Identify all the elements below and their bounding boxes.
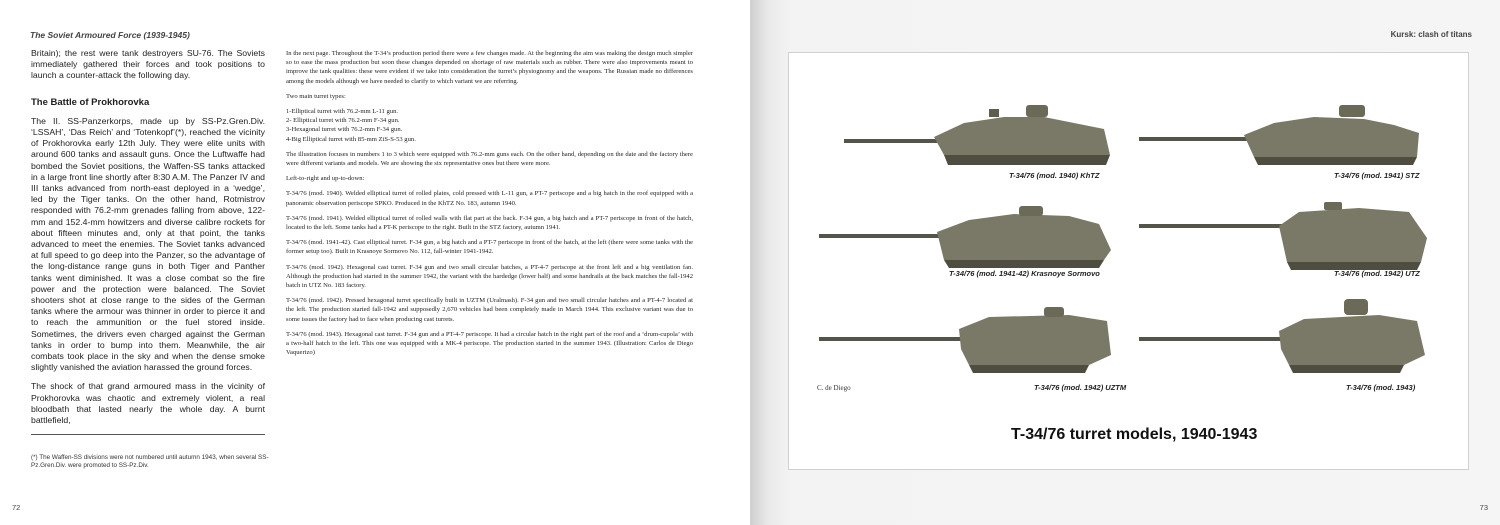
model-description: T-34/76 (mod. 1941-42). Cast elliptical turret. F-34 gun, a big hatch and a PT-7 periscope in front of the hatch, at the left (there were some tanks with the former setup too). Built in Krasnoye Sormovo No. 112, fall-winter 1941-1942.: [286, 239, 693, 256]
turret-illustration-mod1940: [844, 93, 1124, 175]
list-item: 3-Hexagonal turret with 76.2-mm F-34 gun.: [286, 126, 403, 134]
paragraph: The shock of that grand armoured mass in the vicinity of Prokhorovka was chaotic and extremely violent, a real bloodbath that lasted nearly the whole day. A burnt battlefield,: [31, 381, 265, 426]
turret-caption: T-34/76 (mod. 1943): [1346, 383, 1416, 392]
footnote-divider: [31, 434, 265, 435]
model-description: T-34/76 (mod. 1943). Hexagonal cast turret. F-34 gun and a PT-4-7 periscope. It had a circular hatch in the right part of the roof and a ‘drum-cupola’ with a two-half hatch to the left. This one was equipped with a MK-4 periscope. The production started in the summer 1943. (Illustration: Carlos de Diego Vaquerizo): [286, 330, 693, 357]
turret-caption: T-34/76 (mod. 1941-42) Krasnoye Sormovo: [949, 269, 1100, 278]
page-number: 72: [12, 503, 21, 512]
turret-types-list: [286, 107, 693, 144]
running-head: Kursk: clash of titans: [1390, 30, 1472, 39]
model-description: T-34/76 (mod. 1941). Welded elliptical turret of rolled walls with flat part at the back. F-34 gun, a big hatch and a PT-7 periscope in front of the hatch, located to the left. Some tanks had a PT-K periscope to the right. Built in the STZ factory, autumn 1941.: [286, 214, 693, 232]
turret-illustration-mod1943: [1139, 293, 1429, 379]
main-text-column: [31, 48, 265, 434]
plate-title: T-34/76 turret models, 1940-1943: [1011, 426, 1258, 443]
footnote: (*) The Waffen-SS divisions were not numbered until autumn 1943, when several SS-Pz.Gren.Div. were promoted to SS-Pz.Div.: [31, 454, 269, 469]
paragraph: Britain); the rest were tank destroyers SU-76. The Soviets immediately gathered their forces and took positions to launch a counter-attack the following day.: [31, 48, 265, 81]
turret-caption: T-34/76 (mod. 1941) STZ: [1334, 171, 1420, 180]
model-description: T-34/76 (mod. 1942). Hexagonal cast turret. F-34 gun and two small circular hatches, a PT-4-7 periscope at the front left and a big ventilation fan. Although the production had started in the summer 1942, the variant with the hardedge (lower half) and some handrails at the back matches the fall-1942 batch in UTZ No. 183 factory.: [286, 263, 693, 290]
paragraph: The II. SS-Panzerkorps, made up by SS-Pz.Gren.Div. ‘LSSAH’, ‘Das Reich’ and ‘Totenkopf’(*), reached the vicinity of Prokhorovka early 12th July. They were elite units with around 600 tanks and assault guns. Once the Luftwaffe had bombed the Soviet positions, the Waffen-SS tanks attacked in a large front line shortly after 8:30 A.M. The Panzer IV and III tanks advanced from north-east deployed in a ‘wedge’, led by the Tiger tanks. On the other hand, Rotmistrov responded with 76.2-mm grenades falling from above, 122-mm and 152.4-mm howitzers and diverse calibre rockets for about fifteen minutes and, only at that point, the tanks advanced to meet the enemies. The Soviet tanks advanced at full speed to go deep into the Panzer, so the advantage of the long-distance range guns in both Tiger and Panther tanks went diminished. It was a close combat so the fire power and the protection were balanced. The Soviet shooters shot at close range to the sides of the German tanks where the armour was thinner in order to pierce it and to reach the ammunition or the fuel stored inside. Sometimes, the drivers even charged against the German tanks in order to bump into them. Meanwhile, the air combats took place in the sky and when the dense smoke slightly vanished the aviation harassed the ground forces.: [31, 115, 265, 373]
section-heading: The Battle of Prokhorovka: [31, 96, 150, 108]
turret-caption: T-34/76 (mod. 1940) KhTZ: [1009, 171, 1100, 180]
illustration-notes-column: [286, 49, 693, 363]
list-item: 2- Elliptical turret with 76.2-mm F-34 gun.: [286, 117, 400, 125]
running-head: The Soviet Armoured Force (1939-1945): [30, 30, 190, 40]
illustration-note: The illustration focuses in numbers 1 to 3 which were equipped with 76.2-mm guns each. On the other hand, depending on the date and the factory there were different variants and models. We are showing the six representative ones but there were more.: [286, 150, 693, 168]
model-description: T-34/76 (mod. 1940). Welded elliptical turret of rolled plates, cold pressed with L-11 gun, a PT-7 periscope and a big hatch in the roof equipped with a panoramic observation periscope SPKO. Produced in the KhTZ No. 183, autumn 1940.: [286, 190, 693, 207]
notes-intro: In the next page. Throughout the T-34’s production period there were a few changes made. At the beginning the aim was making the design much simpler so to ease the mass production but soon these changes depended on shortage of raw materials such as rubber. There were also improvements meant to improve the tank qualities: these were evident if we take into consideration the turret’s physiognomy and the weapons. The Russian made no differences among the models although we have needed to clarify to which variant we are referring.: [286, 50, 693, 85]
illustration-credit: C. de Diego: [817, 384, 851, 392]
list-item: 4-Big Elliptical turret with 85-mm ZiS-S-53 gun.: [286, 135, 416, 143]
turret-illustration-mod1942-uztm: [819, 299, 1119, 379]
turret-caption: T-34/76 (mod. 1942) UZTM: [1034, 383, 1127, 392]
turret-illustration-mod1942-utz: [1139, 198, 1429, 278]
page-number: 73: [1479, 503, 1488, 512]
list-item: 1-Elliptical turret with 76.2-mm L-11 gun.: [286, 108, 399, 116]
reading-order: Left-to-right and up-to-down:: [286, 175, 365, 183]
turret-caption: T-34/76 (mod. 1942) UTZ: [1334, 269, 1420, 278]
turret-illustration-mod1941-42: [819, 198, 1119, 278]
turret-types-heading: Two main turret types:: [286, 92, 346, 100]
turret-illustration-mod1941: [1139, 93, 1429, 175]
illustration-plate: [788, 52, 1469, 470]
model-description: T-34/76 (mod. 1942). Pressed hexagonal turret specifically built in UZTM (Uralmash). F-34 gun and two small circular hatches and a PT-4-7 located at the left. The production started fall-1942 and supposedly 2,670 vehicles had been completely made in March 1944. This exclusive variant was due to some issues the factory had to face when producing cast turrets.: [286, 297, 693, 323]
